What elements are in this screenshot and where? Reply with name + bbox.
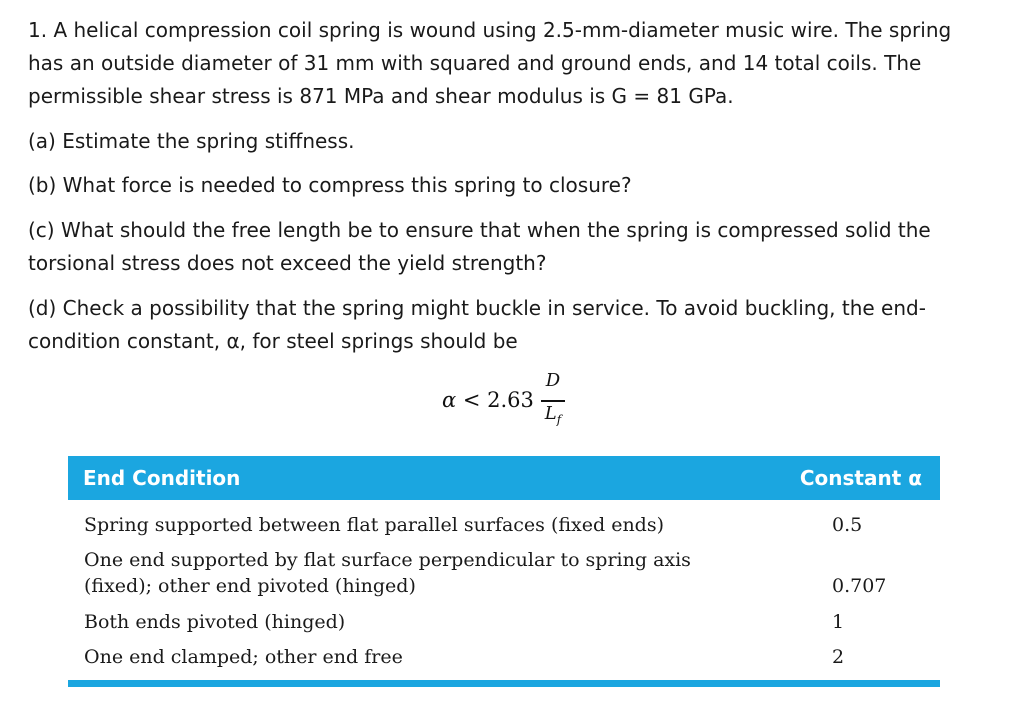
- fraction-denominator: [541, 403, 565, 427]
- row-constant: 1: [832, 611, 845, 633]
- question-part-b: (b) What force is needed to compress this spring to closure?: [28, 173, 632, 197]
- table-header: [68, 456, 940, 500]
- equation-operator: < 2.63: [456, 388, 534, 412]
- header-constant-alpha: Constant α: [799, 466, 922, 490]
- fraction-numerator: D: [545, 370, 561, 391]
- equation-alpha-symbol: α: [442, 388, 457, 412]
- table-bottom-rule: [68, 680, 940, 687]
- header-end-condition: End Condition: [83, 466, 241, 490]
- question-part-a: (a) Estimate the spring stiffness.: [28, 129, 355, 153]
- question-part-c: (c) What should the free length be to ensure that when the spring is compressed solid the torsional stress does not exceed the yield strength?: [28, 218, 931, 275]
- row-condition: Spring supported between flat parallel surfaces (fixed ends): [84, 514, 665, 536]
- fraction-denominator-subscript: f: [556, 412, 562, 427]
- fraction-bar: [541, 400, 565, 402]
- question-part-d: (d) Check a possibility that the spring might buckle in service. To avoid buckling, the end-condition constant, α, for steel springs should be: [28, 296, 926, 353]
- equation-fraction: [541, 370, 565, 434]
- row-condition: One end clamped; other end free: [84, 646, 403, 668]
- problem-statement: 1. A helical compression coil spring is wound using 2.5-mm-diameter music wire. The spring has an outside diameter of 31 mm with squared and ground ends, and 14 total coils. The permissible shear stress is 871 MPa and shear modulus is G = 81 GPa.: [28, 18, 952, 108]
- equation-lhs: [442, 388, 534, 412]
- row-constant: 0.707: [832, 575, 887, 597]
- row-constant: 0.5: [832, 514, 863, 536]
- row-constant: 2: [832, 646, 845, 668]
- row-condition: One end supported by flat surface perpendicular to spring axis (fixed); other end pivoted (hinged): [84, 549, 691, 597]
- row-condition: Both ends pivoted (hinged): [84, 611, 346, 633]
- fraction-denominator-main: L: [544, 403, 557, 424]
